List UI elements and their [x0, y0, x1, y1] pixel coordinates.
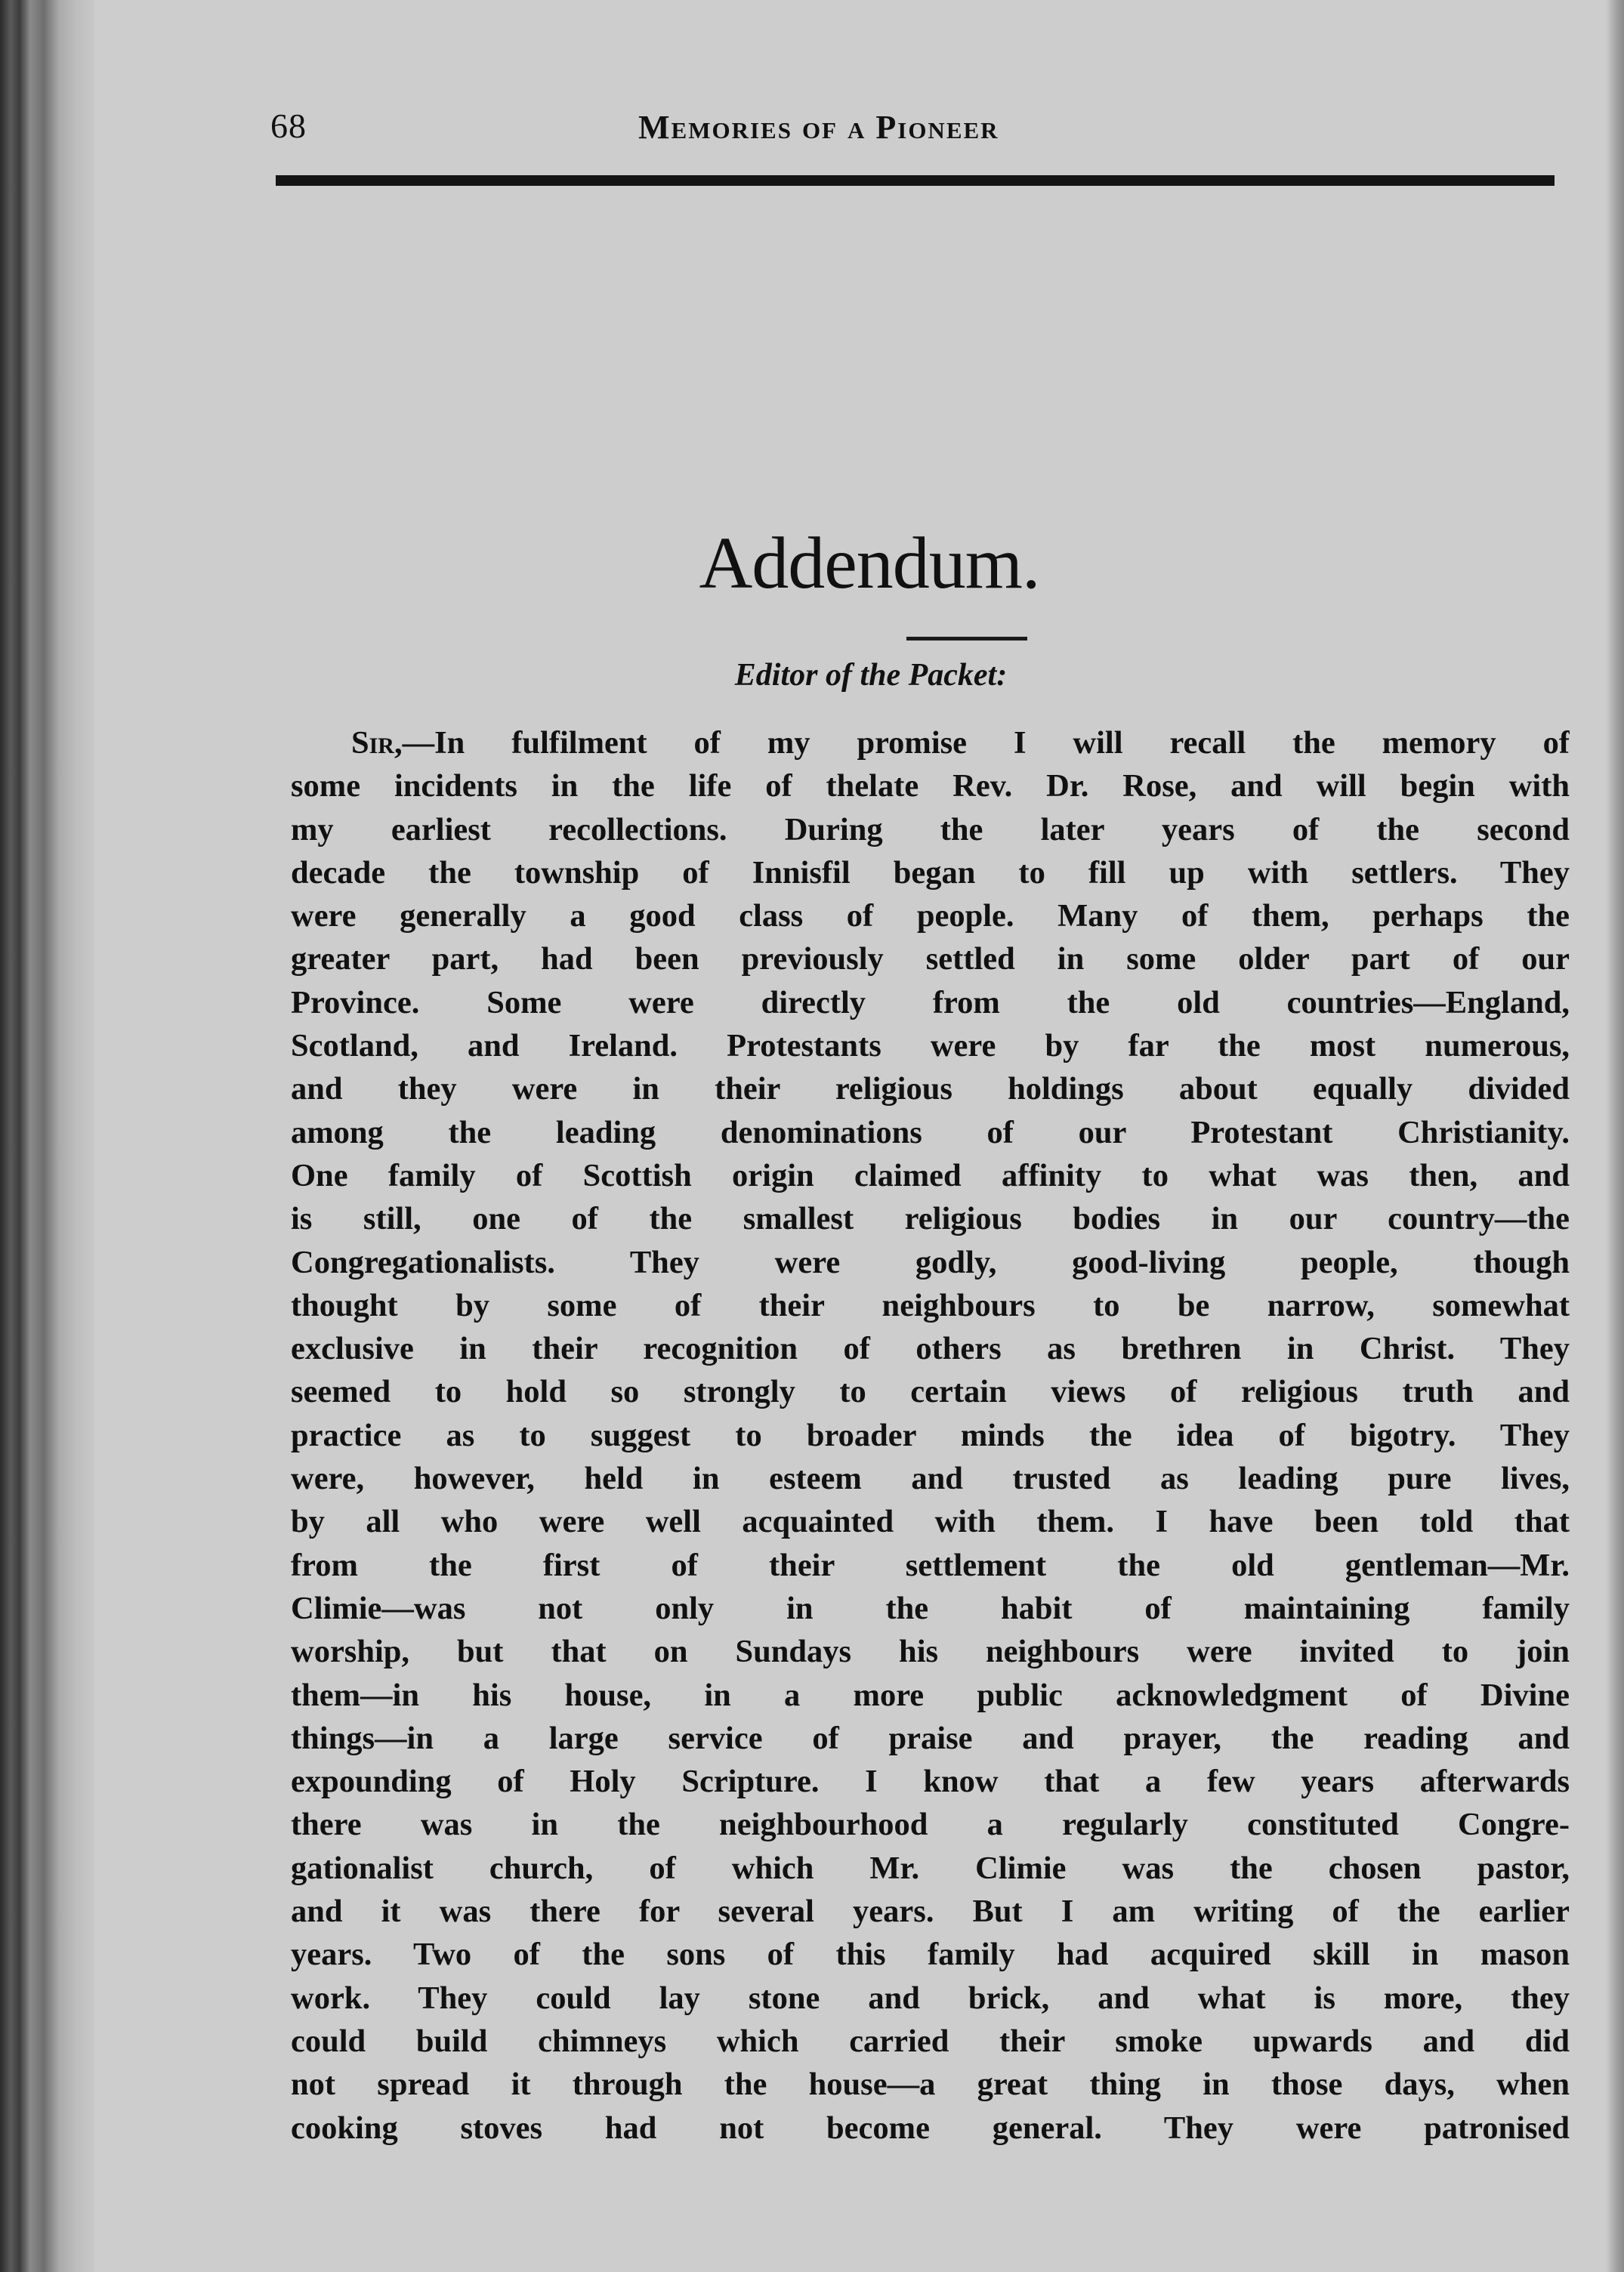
text-line: things—in a large service of praise and prayer, the reading and	[291, 1720, 1570, 1756]
text-line: Congregationalists. They were godly, good-living people, though	[291, 1244, 1570, 1280]
text-line: among the leading denominations of our Protestant Christianity.	[291, 1114, 1570, 1150]
text-line: gationalist church, of which Mr. Climie was the chosen pastor,	[291, 1850, 1570, 1886]
letter-body	[291, 721, 1570, 2150]
text-line: cooking stoves had not become general. They were patronised	[291, 2110, 1570, 2146]
text-line: work. They could lay stone and brick, and what is more, they	[291, 1980, 1570, 2016]
title-rule	[906, 637, 1027, 641]
opening-word: Sir,	[351, 725, 403, 761]
text-line: them—in his house, in a more public acknowledgment of Divine	[291, 1677, 1570, 1713]
text-line: my earliest recollections. During the later years of the second	[291, 811, 1570, 847]
page-number: 68	[270, 106, 307, 145]
text-line-content: —In fulfilment of my promise I will recall the memory of	[402, 725, 1570, 761]
text-line: and it was there for several years. But I am writing of the earlier	[291, 1894, 1570, 1930]
text-line: thought by some of their neighbours to be narrow, somewhat	[291, 1287, 1570, 1323]
text-line: decade the township of Innisfil began to fill up with settlers. They	[291, 854, 1570, 891]
header-rule	[276, 175, 1555, 186]
page-edge-shadow	[1607, 0, 1624, 2272]
book-page	[94, 0, 1605, 2272]
letter-salutation: Editor of the Packet:	[734, 658, 1008, 693]
text-line: practice as to suggest to broader minds the idea of bigotry. They	[291, 1417, 1570, 1453]
text-line: by all who were well acquainted with them. I have been told that	[291, 1504, 1570, 1540]
text-line: seemed to hold so strongly to certain views of religious truth and	[291, 1374, 1570, 1410]
text-line: is still, one of the smallest religious bodies in our country—the	[291, 1201, 1570, 1237]
text-line: some incidents in the life of thelate Rev. Dr. Rose, and will begin with	[291, 768, 1570, 804]
text-line: exclusive in their recognition of others as brethren in Christ. They	[291, 1331, 1570, 1367]
text-line	[291, 721, 1570, 764]
text-line: were generally a good class of people. Many of them, perhaps the	[291, 898, 1570, 934]
text-line: Province. Some were directly from the old countries—England,	[291, 984, 1570, 1020]
text-line: were, however, held in esteem and trusted as leading pure lives,	[291, 1461, 1570, 1497]
text-line: not spread it through the house—a great thing in those days, when	[291, 2067, 1570, 2103]
text-line: One family of Scottish origin claimed affinity to what was then, and	[291, 1157, 1570, 1193]
page-title: Addendum.	[699, 523, 1040, 604]
text-line: worship, but that on Sundays his neighbours were invited to join	[291, 1634, 1570, 1670]
text-line: and they were in their religious holdings about equally divided	[291, 1071, 1570, 1107]
running-title: Memories of a Pioneer	[638, 109, 999, 146]
text-line: Climie—was not only in the habit of maintaining family	[291, 1590, 1570, 1626]
text-line: Scotland, and Ireland. Protestants were by far the most numerous,	[291, 1028, 1570, 1064]
text-line: expounding of Holy Scripture. I know that a few years afterwards	[291, 1764, 1570, 1800]
binding-gutter	[0, 0, 94, 2272]
text-line: greater part, had been previously settled in some older part of our	[291, 941, 1570, 977]
text-line: from the first of their settlement the old gentleman—Mr.	[291, 1547, 1570, 1583]
text-line: could build chimneys which carried their smoke upwards and did	[291, 2023, 1570, 2059]
text-line: there was in the neighbourhood a regularly constituted Congre-	[291, 1807, 1570, 1843]
text-line: years. Two of the sons of this family had acquired skill in mason	[291, 1937, 1570, 1973]
